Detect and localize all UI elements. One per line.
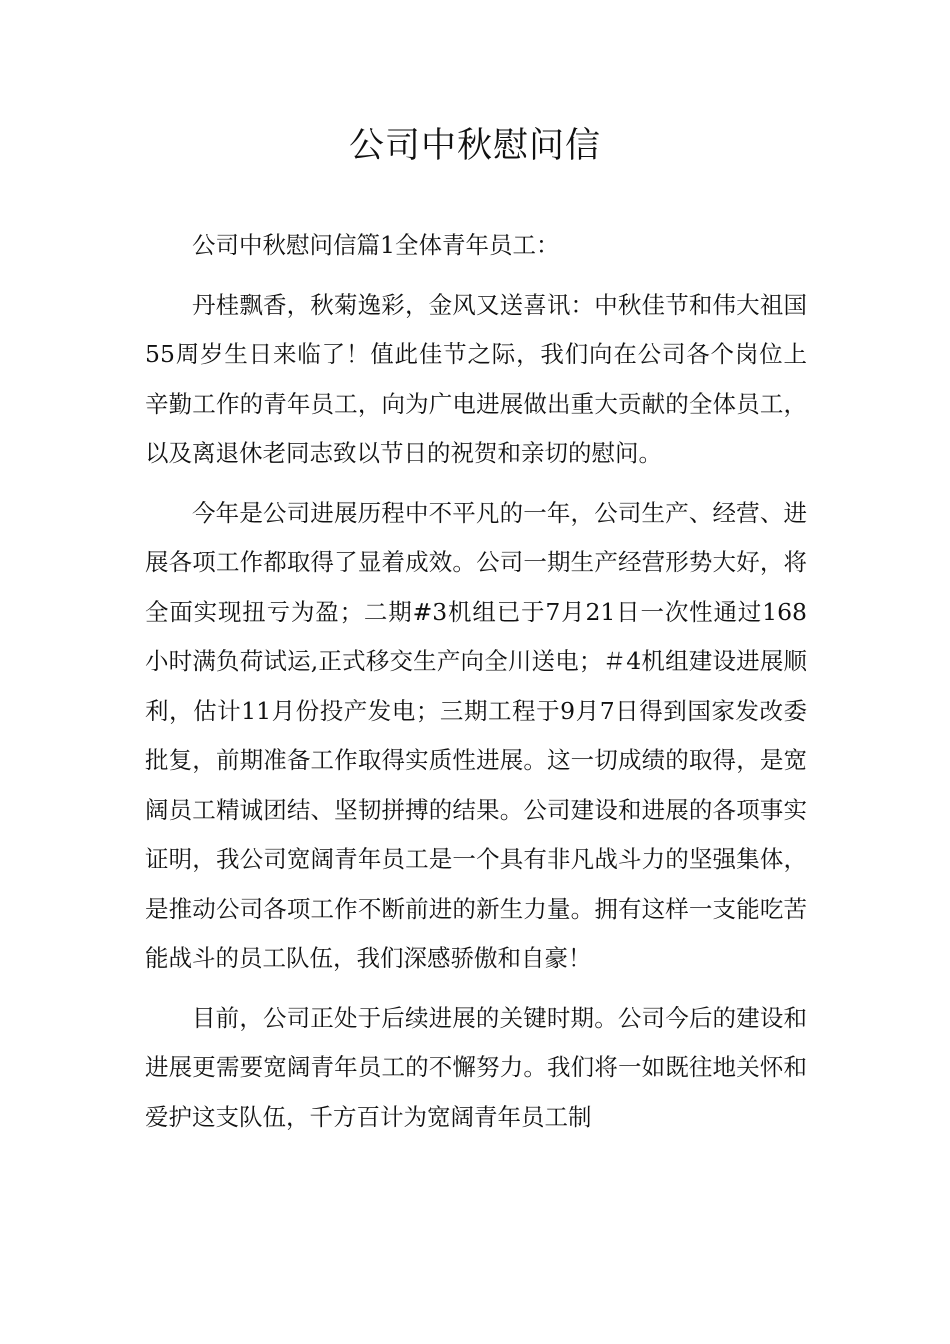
paragraph-2: 丹桂飘香，秋菊逸彩，金风又送喜讯：中秋佳节和伟大祖国55周岁生日来临了！值此佳节之际，我们向在公司各个岗位上辛勤工作的青年员工，向为广电进展做出重大贡献的全体员工，以及离退休老同志致以节日的祝贺和亲切的慰问。: [145, 290, 807, 467]
document-body: [145, 221, 807, 1152]
paragraph-1: 公司中秋慰问信篇1全体青年员工：: [192, 231, 560, 259]
paragraph-3: 今年是公司进展历程中不平凡的一年，公司生产、经营、进展各项工作都取得了显着成效。公司一期生产经营形势大好，将全面实现扭亏为盈；二期#3机组已于7月21日一次性通过168小时满负荷试运,正式移交生产向全川送电；＃4机组建设进展顺利，估计11月份投产发电；三期工程于9月7日得到国家发改委批复，前期准备工作取得实质性进展。这一切成绩的取得，是宽阔员工精诚团结、坚韧拼搏的结果。公司建设和进展的各项事实证明，我公司宽阔青年员工是一个具有非凡战斗力的坚强集体，是推动公司各项工作不断前进的新生力量。拥有这样一支能吃苦能战斗的员工队伍，我们深感骄傲和自豪！: [145, 498, 807, 972]
paragraph-4: 目前，公司正处于后续进展的关键时期。公司今后的建设和进展更需要宽阔青年员工的不懈努力。我们将一如既往地关怀和爱护这支队伍，千方百计为宽阔青年员工制: [145, 1003, 807, 1131]
document-title: 公司中秋慰问信: [348, 126, 601, 166]
